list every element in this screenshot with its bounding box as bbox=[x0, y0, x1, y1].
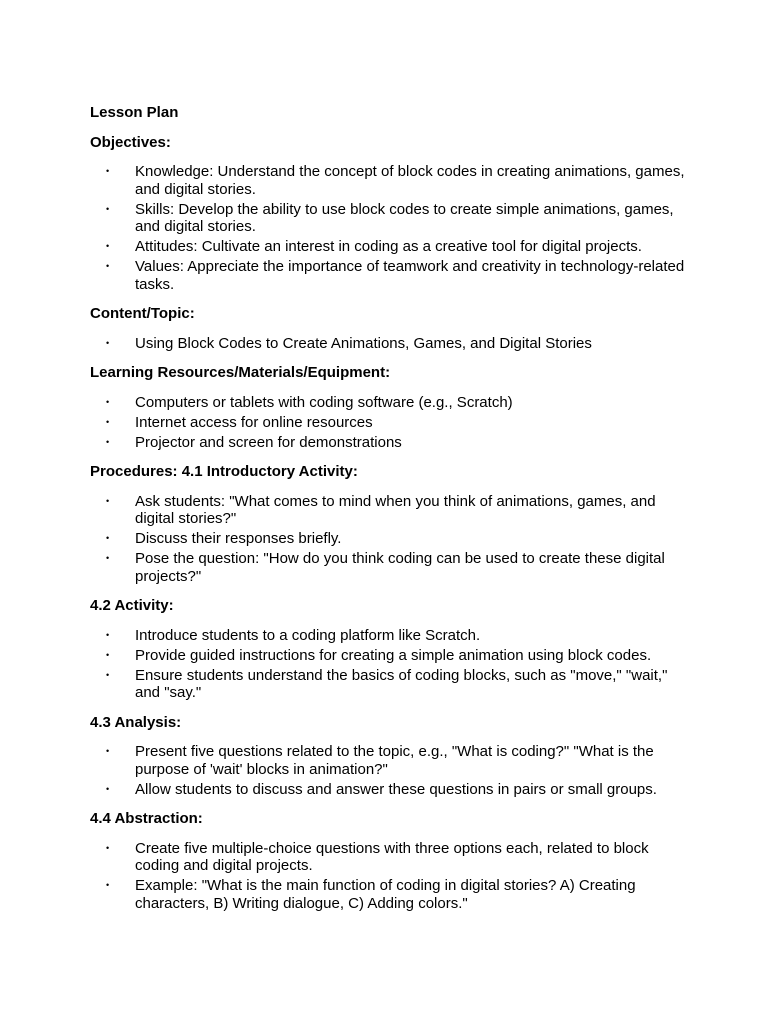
list-item bbox=[90, 163, 690, 198]
list-item bbox=[90, 667, 690, 702]
list-item-text: Present five questions related to the topic, e.g., "What is coding?" "What is the purpose of 'wait' blocks in animation?" bbox=[135, 743, 654, 778]
list-item-text: Discuss their responses briefly. bbox=[135, 530, 342, 547]
bullet-icon: • bbox=[106, 203, 110, 214]
bullet-icon: • bbox=[106, 337, 110, 348]
list-abstraction bbox=[90, 840, 690, 913]
list-item-text: Pose the question: "How do you think coding can be used to create these digital projects?" bbox=[135, 550, 665, 585]
list-item-text: Computers or tablets with coding software (e.g., Scratch) bbox=[135, 393, 513, 411]
bullet-icon: • bbox=[106, 241, 110, 251]
list-item-text: Knowledge: Understand the concept of block codes in creating animations, games, and digital stories. bbox=[135, 163, 685, 198]
list-item-text: Ask students: "What comes to mind when you think of animations, games, and digital stories?" bbox=[135, 492, 656, 527]
list-item-text: Internet access for online resources bbox=[135, 413, 373, 431]
list-item-text: Attitudes: Cultivate an interest in coding as a creative tool for digital projects. bbox=[135, 238, 642, 255]
list-content-topic bbox=[90, 335, 690, 353]
list-item bbox=[90, 493, 690, 528]
bullet-icon: • bbox=[106, 669, 110, 680]
bullet-icon: • bbox=[106, 396, 110, 407]
section-heading-abstraction: 4.4 Abstraction: bbox=[90, 810, 203, 827]
list-item bbox=[90, 414, 690, 432]
list-item bbox=[90, 201, 690, 236]
list-item bbox=[90, 258, 690, 293]
bullet-icon: • bbox=[106, 436, 110, 447]
bullet-icon: • bbox=[106, 416, 110, 427]
list-item-text: Allow students to discuss and answer these questions in pairs or small groups. bbox=[135, 780, 657, 798]
list-item-text: Ensure students understand the basics of coding blocks, such as "move," "wait," and "say." bbox=[135, 666, 668, 701]
list-item bbox=[90, 840, 690, 875]
section-heading-introductory-activity: Procedures: 4.1 Introductory Activity: bbox=[90, 463, 358, 480]
list-resources bbox=[90, 394, 690, 452]
list-item bbox=[90, 238, 690, 256]
list-item-text: Skills: Develop the ability to use block codes to create simple animations, games, and digital stories. bbox=[135, 200, 674, 235]
list-item-text: Example: "What is the main function of coding in digital stories? A) Creating characters, B) Writing dialogue, C) Adding colors." bbox=[135, 877, 636, 912]
list-analysis bbox=[90, 743, 690, 798]
bullet-icon: • bbox=[106, 553, 110, 563]
list-item bbox=[90, 877, 690, 912]
bullet-icon: • bbox=[106, 880, 110, 890]
list-item bbox=[90, 743, 690, 778]
list-item bbox=[90, 647, 690, 665]
section-heading-content-topic: Content/Topic: bbox=[90, 305, 195, 322]
list-item bbox=[90, 550, 690, 585]
section-heading-analysis: 4.3 Analysis: bbox=[90, 713, 182, 731]
section-heading-resources: Learning Resources/Materials/Equipment: bbox=[90, 364, 391, 381]
bullet-icon: • bbox=[106, 495, 110, 506]
bullet-icon: • bbox=[106, 746, 110, 756]
list-item bbox=[90, 781, 690, 799]
list-item-text: Create five multiple-choice questions with three options each, related to block coding and digital projects. bbox=[135, 839, 649, 874]
list-item-text: Projector and screen for demonstrations bbox=[135, 433, 402, 451]
bullet-icon: • bbox=[106, 533, 110, 543]
bullet-icon: • bbox=[106, 842, 110, 853]
list-introductory-activity bbox=[90, 493, 690, 586]
list-item bbox=[90, 627, 690, 645]
section-heading-activity: 4.2 Activity: bbox=[90, 597, 174, 614]
section-heading-objectives: Objectives: bbox=[90, 133, 171, 151]
list-item bbox=[90, 394, 690, 412]
bullet-icon: • bbox=[106, 649, 110, 660]
bullet-icon: • bbox=[106, 166, 110, 176]
list-item-text: Values: Appreciate the importance of teamwork and creativity in technology-related tasks. bbox=[135, 258, 685, 293]
list-item-text: Using Block Codes to Create Animations, Games, and Digital Stories bbox=[135, 334, 592, 352]
list-item bbox=[90, 434, 690, 452]
bullet-icon: • bbox=[106, 783, 110, 794]
list-item-text: Provide guided instructions for creating a simple animation using block codes. bbox=[135, 646, 652, 664]
list-item bbox=[90, 530, 690, 548]
bullet-icon: • bbox=[106, 261, 110, 271]
bullet-icon: • bbox=[106, 629, 110, 640]
list-item-text: Introduce students to a coding platform like Scratch. bbox=[135, 626, 481, 644]
list-item bbox=[90, 335, 690, 353]
list-activity bbox=[90, 627, 690, 702]
list-objectives bbox=[90, 163, 690, 293]
page-title: Lesson Plan bbox=[90, 104, 179, 121]
